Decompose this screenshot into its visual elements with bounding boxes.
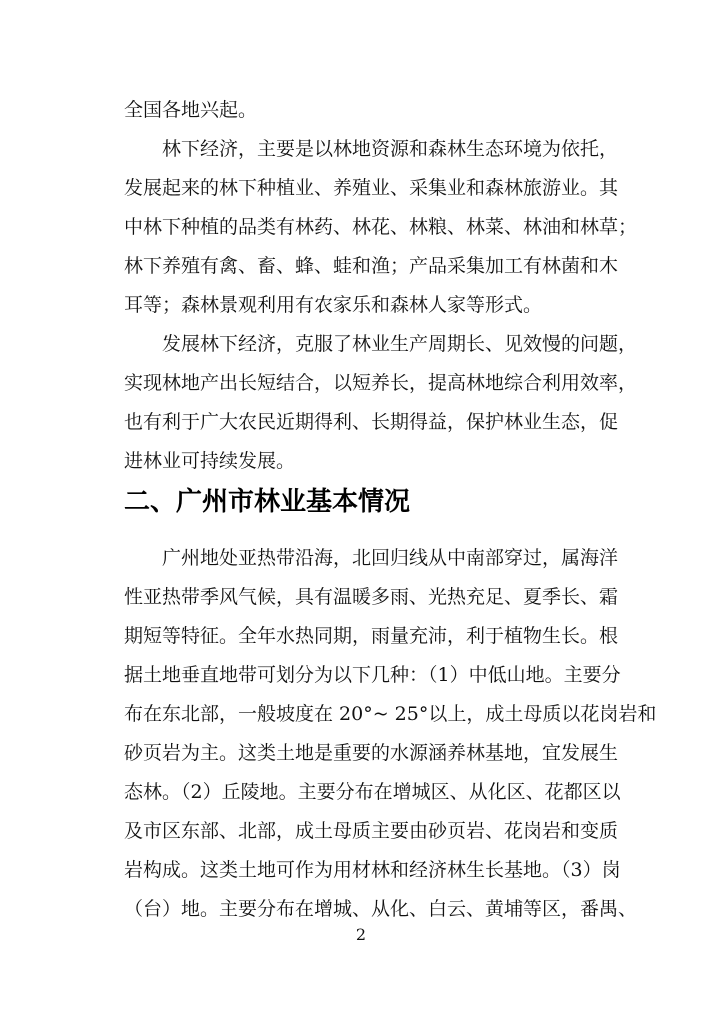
paragraph-1-line: 中林下种植的品类有林药、林花、林粮、林菜、林油和林草； bbox=[124, 216, 638, 238]
paragraph-3-line: 布在东北部，一般坡度在 20°~ 25°以上，成土母质以花岗岩和 bbox=[124, 703, 657, 725]
paragraph-2-line: 进林业可持续发展。 bbox=[124, 450, 296, 472]
section-heading: 二、广州市林业基本情况 bbox=[124, 487, 411, 517]
paragraph-3-line: 据土地垂直地带可划分为以下几种：（1）中低山地。主要分 bbox=[124, 664, 621, 686]
paragraph-3-line: （台）地。主要分布在增城、从化、白云、黄埔等区，番禺、 bbox=[124, 898, 638, 920]
paragraph-3-line: 性亚热带季风气候，具有温暖多雨、光热充足、夏季长、霜 bbox=[124, 586, 619, 608]
paragraph-3-line: 砂页岩为主。这类土地是重要的水源涵养林基地，宜发展生 bbox=[124, 742, 619, 764]
paragraph-1-line: 发展起来的林下种植业、养殖业、采集业和森林旅游业。其 bbox=[124, 177, 619, 199]
paragraph-3-line: 期短等特征。全年水热同期，雨量充沛，利于植物生长。根 bbox=[124, 625, 619, 647]
paragraph-3-line: 岩构成。这类土地可作为用材林和经济林生长基地。（3）岗 bbox=[124, 859, 621, 881]
paragraph-3-line: 及市区东部、北部，成土母质主要由砂页岩、花岗岩和变质 bbox=[124, 820, 619, 842]
paragraph-2-line: 实现林地产出长短结合，以短养长，提高林地综合利用效率， bbox=[124, 372, 638, 394]
paragraph-intro-line: 全国各地兴起。 bbox=[124, 99, 258, 121]
paragraph-2-line: 也有利于广大农民近期得利、长期得益，保护林业生态，促 bbox=[124, 411, 619, 433]
paragraph-1-line: 林下经济，主要是以林地资源和森林生态环境为依托， bbox=[162, 138, 619, 160]
paragraph-3-line: 态林。（2）丘陵地。主要分布在增城区、从化区、花都区以 bbox=[124, 781, 621, 803]
paragraph-2-line: 发展林下经济，克服了林业生产周期长、见效慢的问题， bbox=[162, 333, 638, 355]
paragraph-3-line: 广州地处亚热带沿海，北回归线从中南部穿过，属海洋 bbox=[162, 547, 619, 569]
page-number: 2 bbox=[355, 925, 367, 944]
paragraph-1-line: 耳等；森林景观利用有农家乐和森林人家等形式。 bbox=[124, 294, 543, 316]
paragraph-1-line: 林下养殖有禽、畜、蜂、蛙和渔；产品采集加工有林菌和木 bbox=[124, 255, 619, 277]
